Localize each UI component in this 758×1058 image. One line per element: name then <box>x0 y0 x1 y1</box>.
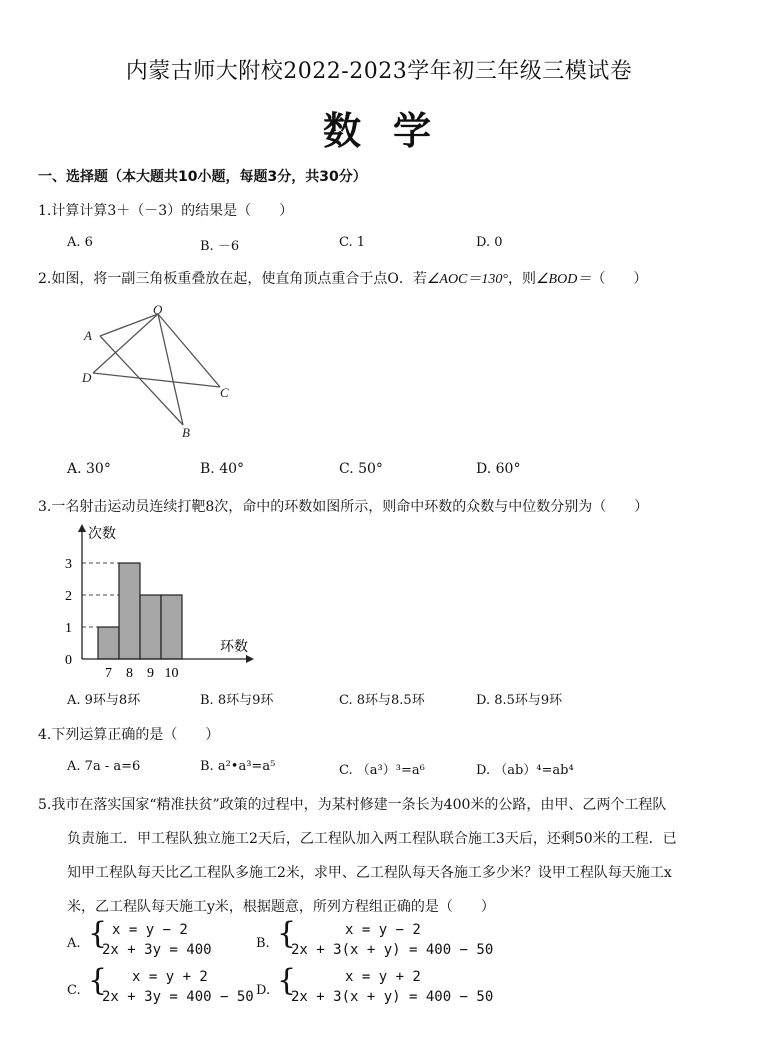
q4-option-b <box>200 759 275 774</box>
q3-option-a: A. 9环与8环 <box>67 693 141 708</box>
q5-option-b-brace: { <box>277 916 297 951</box>
q5-stem-line-2: 负责施工．甲工程队独立施工2天后，乙工程队加入两工程队联合施工3天后，还剩50米的工程．已 <box>67 831 677 847</box>
bar-9 <box>140 595 161 659</box>
q4-option-d-text: （ab）⁴=ab⁴ <box>494 763 574 778</box>
q2-label-b: B <box>182 425 190 440</box>
y-axis-arrow <box>78 524 86 532</box>
q2-stem-part3: （ ） <box>591 271 648 287</box>
q2-stem-part2: ，则 <box>508 271 536 287</box>
q4-option-a <box>67 759 140 774</box>
subject-char-2: 学 <box>393 109 436 153</box>
q5-option-d-eq1: x = y + 2 <box>345 969 421 985</box>
q5-option-b-letter: B. <box>256 936 270 951</box>
q3-option-c: C. 8环与8.5环 <box>339 693 425 708</box>
subject-char-1: 数 <box>322 109 365 153</box>
y-tick-0: 0 <box>65 653 72 668</box>
q4-option-c-letter: C. <box>339 763 353 778</box>
q4-option-b-letter: B. <box>200 759 214 774</box>
bar-10 <box>161 595 182 659</box>
bar-7 <box>98 627 119 659</box>
q5-stem-line-3: 知甲工程队每天比乙工程队多施工2米，求甲、乙工程队每天各施工多少米？设甲工程队每天施工x <box>67 865 672 881</box>
q2-label-o: O <box>153 302 163 317</box>
q5-stem-line-1: 5.我市在落实国家“精准扶贫”政策的过程中，为某村修建一条长为400米的公路，由甲、乙两个工程队 <box>38 797 667 813</box>
x-tick-8: 8 <box>126 666 133 681</box>
q4-option-b-text: a²•a³=a⁵ <box>217 759 276 774</box>
y-tick-1: 1 <box>65 621 72 636</box>
y-tick-2: 2 <box>65 589 72 604</box>
q3-bar-chart <box>58 522 258 682</box>
y-axis-label: 次数 <box>88 527 116 542</box>
q2-angle-bod: ∠BOD＝ <box>536 272 592 287</box>
q5-option-d-letter: D. <box>256 983 271 998</box>
q1-option-b: B. －6 <box>200 239 240 254</box>
q5-option-d-brace: { <box>277 963 297 998</box>
x-tick-9: 9 <box>147 666 154 681</box>
q2-option-a: A. 30° <box>67 461 111 477</box>
q1-option-a: A. 6 <box>67 235 93 250</box>
q5-option-b-eq1: x = y − 2 <box>345 922 421 938</box>
q2-angle-aoc: ∠AOC＝130° <box>426 272 508 287</box>
q5-option-a-eq1: x = y − 2 <box>112 922 188 938</box>
q4-option-d <box>476 759 574 778</box>
q5-option-c-letter: C. <box>67 983 81 998</box>
x-axis-arrow <box>246 655 254 663</box>
q5-stem-line-4: 米，乙工程队每天施工y米，根据题意，所列方程组正确的是（ ） <box>67 899 495 915</box>
q5-option-a-eq2: 2x + 3y = 400 <box>102 942 212 958</box>
q1-option-d: D. 0 <box>476 235 503 250</box>
q3-option-b: B. 8环与9环 <box>200 693 274 708</box>
q4-option-a-letter: A. <box>67 759 81 774</box>
subject-heading <box>0 100 758 155</box>
q4-option-d-letter: D. <box>476 763 491 778</box>
q2-stem <box>38 268 647 288</box>
q2-label-c: C <box>220 385 229 400</box>
q1-stem: 1.计算计算3＋（－3）的结果是（ ） <box>38 203 294 219</box>
q4-option-a-text: 7a - a=6 <box>84 759 141 774</box>
section-heading: 一、选择题（本大题共10小题，每题3分，共30分） <box>38 169 367 185</box>
q5-option-c-eq1: x = y + 2 <box>132 969 208 985</box>
q1-option-c: C. 1 <box>339 235 366 250</box>
x-tick-7: 7 <box>105 666 112 681</box>
q5-option-b-eq2: 2x + 3(x + y) = 400 − 50 <box>291 942 494 958</box>
exam-title: 内蒙古师大附校2022-2023学年初三年级三模试卷 <box>125 59 633 84</box>
q5-option-d-eq2: 2x + 3(x + y) = 400 − 50 <box>291 989 494 1005</box>
q3-stem: 3.一名射击运动员连续打靶8次，命中的环数如图所示，则命中环数的众数与中位数分别为（ ） <box>38 499 649 515</box>
q2-option-b: B. 40° <box>200 461 245 477</box>
y-tick-3: 3 <box>65 557 72 572</box>
q3-option-d: D. 8.5环与9环 <box>476 693 563 708</box>
q2-triangle-figure <box>78 300 238 440</box>
bar-8 <box>119 563 140 659</box>
q2-stem-part1: 2.如图，将一副三角板重叠放在起，使直角顶点重合于点O．若 <box>38 271 427 287</box>
x-tick-10: 10 <box>164 666 179 681</box>
q4-option-c-text: （a³）³=a⁶ <box>356 763 425 778</box>
q4-option-c <box>339 759 425 778</box>
q5-option-c-brace: { <box>88 963 108 998</box>
q2-option-c: C. 50° <box>339 461 383 477</box>
q5-option-a-letter: A. <box>67 936 81 951</box>
q4-stem: 4.下列运算正确的是（ ） <box>38 727 220 743</box>
q5-option-a-brace: { <box>88 916 108 951</box>
q2-option-d: D. 60° <box>476 461 521 477</box>
x-axis-label: 环数 <box>220 640 248 655</box>
q5-option-c-eq2: 2x + 3y = 400 − 50 <box>102 989 254 1005</box>
q2-label-a: A <box>84 328 92 343</box>
q2-label-d: D <box>82 370 92 385</box>
